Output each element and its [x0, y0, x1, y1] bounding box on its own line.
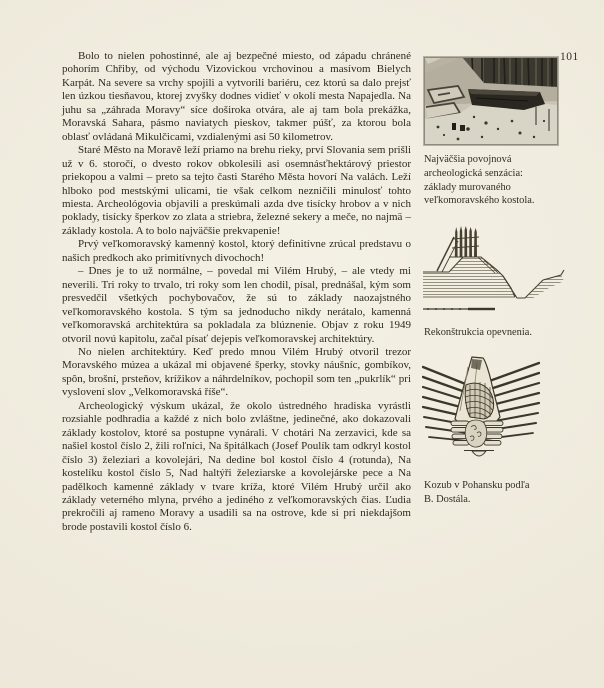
paragraph-4: – Dnes je to už normálne, – povedal mi Vilém Hrubý, – ale vtedy mi neverili. Tri roky to trvalo, tri roky som len chodil, písal, prednášal, kým som presvedčil všetkých pochybovačov, že sú to základy naozajstného veľkomoravského kostola. S tým sa jednoducho nikdy nerátalo, kamenná veľkomoravská architektúra sa pokladala za blúznenie. Objav z roku 1949 otvoril novú kapitolu, začal písať dejepis veľkomoravskej architektúry. [62, 265, 411, 345]
fortification-drawing-image [421, 224, 566, 316]
figure-caption-photo: Najväčšia povojnová archeologická senzácia: základy murovaného veľkomoravského kostola. [424, 154, 535, 207]
fortification-drawing [421, 224, 566, 316]
page-number: 101 [560, 51, 579, 63]
paragraph-1: Bolo to nielen pohostinné, ale aj bezpečné miesto, od západu chránené pohorím Chřiby, od východu Vizovickou vrchovinou a masívom Bielych Karpát. Na severe sa vrchy spojili a vytvorili bariéru, cez ktorú sa dalo prejsť len úzkou tiesňavou, ktorej zvyšky dodnes vidieť v okolí mesta Napajedla. Na juhu sa „záhrada Moravy“ síce doširoka otvára, ale aj tam bola prekážka, Moravská Sahara, pásmo naviatych pieskov, takmer púšť, za ktorou bola oblasť ovládaná Mikulčicami, vzdialenými asi 50 kilometrov. [62, 50, 411, 143]
paragraph-5: No nielen architektúry. Keď predo mnou Vilém Hrubý otvoril trezor Moravského múzea a ukázal mi objavené šperky, stovky náušníc, gombíkov, spôn, brošní, prsteňov, krížikov a náhrdelníkov, pochopil som ten „pukrlík“ pri vyslovení slov „Velkomoravská říše“. [62, 345, 411, 399]
paragraph-3: Prvý veľkomoravský kamenný kostol, ktorý definitívne zrúcal predstavu o našich predkoch ako primitívnych divochoch! [62, 238, 411, 264]
figure-caption-hearth: Kozub v Pohansku podľa B. Dostála. [424, 480, 530, 505]
paragraph-2: Staré Město na Moravě leží priamo na brehu rieky, prví Slovania sem prišli už v 6. storočí, o dvesto rokov obkolesili asi osemnásťhektárový priestor priekopou a valmi – preto sa tejto časti Starého Města hovorí Na valách. Leží hlboko pod mestskými ulicami, tie však celkom nezničili minulosť tohto miesta. Archeológovia objavili a preskúmali azda dve tisícky hrobov a v nich poklady, tisícky šperkov zo zlata a striebra, železné sekery a meče, no najmä – základy kostola. A to bolo najväčšie prekvapenie! [62, 144, 411, 237]
excavation-photo [424, 57, 558, 145]
hearth-drawing [422, 355, 540, 467]
hearth-drawing-image [422, 355, 540, 467]
paragraph-6: Archeologický výskum ukázal, že okolo ústredného hradiska vyrástli rozsiahle podhradia a každé z nich bolo zvláštne, jedinečné, ako dokazovali základy kostolov, ktoré sa postupne vynárali. V chotári Na zerzavici, kde sa našiel kostol číslo 2, žili roľníci, Na špitálkach (Josef Poulík tam odkryl kostol číslo 3) železiari a kovolejári, Na dedine bol kostol číslo 4 (rotunda), Na kostelíku kostol číslo 5, Nad haltýři železiarske a kovolejárske pece a Na padělkoch kamenné základy v tvare kríža, ktoré Vilém Hrubý určil ako základy veterného mlyna, prvého a jediného z veľkomoravských čias. Ľudia prekročili aj rameno Moravy a usadili sa na ostrove, kde si pri niekdajšom brode postavili kostol číslo 6. [62, 399, 411, 533]
excavation-photo-image [424, 57, 558, 145]
body-text-column [62, 50, 411, 534]
figure-caption-fortification: Rekonštrukcia opevnenia. [424, 327, 532, 338]
